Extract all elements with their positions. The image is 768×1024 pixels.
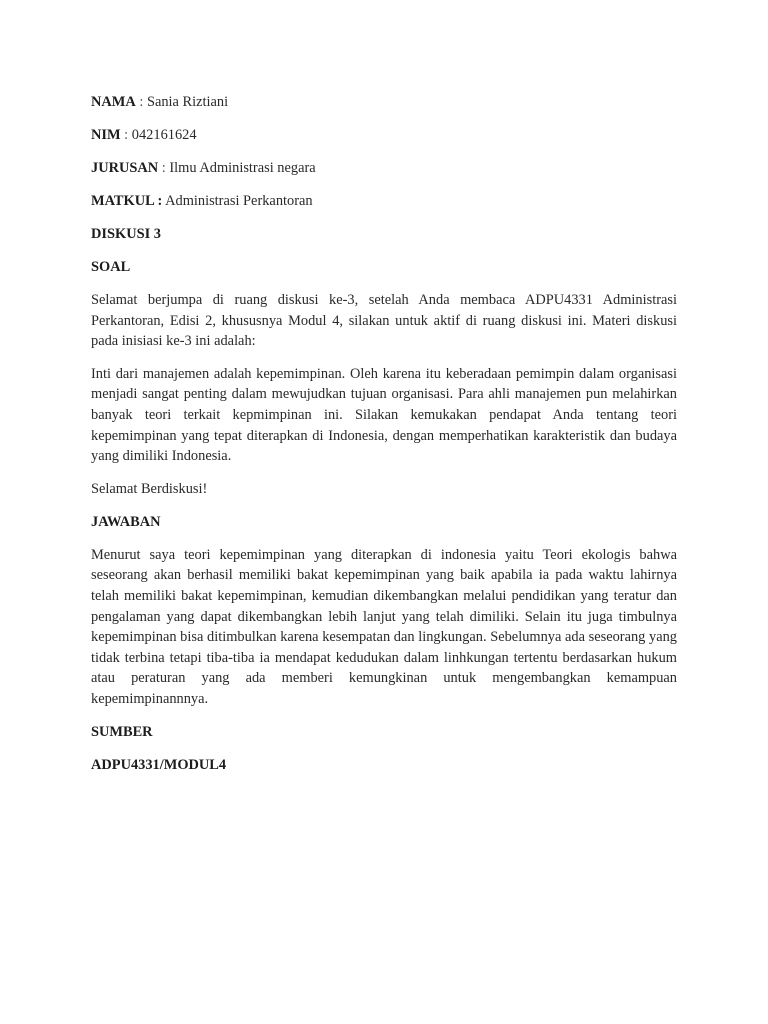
document-page [91, 92, 677, 788]
soal-paragraph-intro: Selamat berjumpa di ruang diskusi ke-3, setelah Anda membaca ADPU4331 Administrasi Perkantoran, Edisi 2, khususnya Modul 4, silakan untuk aktif di ruang diskusi ini. Materi diskusi pada inisiasi ke-3 ini adalah: [91, 292, 677, 350]
field-jurusan [91, 158, 677, 179]
field-label-jurusan: JURUSAN [91, 160, 159, 176]
field-matkul [91, 191, 677, 212]
field-value-jurusan: Ilmu Administrasi negara [169, 160, 316, 176]
jawaban-paragraph: Menurut saya teori kepemimpinan yang diterapkan di indonesia yaitu Teori ekologis bahwa seseorang akan berhasil memiliki bakat kepemimpinan yang baik apabila ia pada waktu lahirnya telah memiliki bakat kepemimpinan, kemudian dikembangkan melalui pendidikan yang teratur dan pengalaman yang dapat dikembangkan lebih lanjut yang telah dimiliki. Selain itu juga timbulnya kepemimpinan bisa ditimbulkan karena kesempatan dan lingkungan. Sebelumnya ada seseorang yang tidak terbina tetapi tiba-tiba ia mendapat kedudukan dalam linhkungan tertentu berdasarkan hukum atau peraturan yang ada memberi kemungkinan untuk mengembangkan kemampuan kepemimpinannnya. [91, 546, 677, 707]
jawaban-heading: JAWABAN [91, 513, 161, 530]
soal-heading: SOAL [91, 259, 131, 275]
closing-text: Selamat Berdiskusi! [91, 480, 208, 497]
field-value-nama: Sania Riztiani [146, 94, 229, 110]
field-nama [91, 92, 677, 113]
field-separator-jurusan: : [158, 160, 170, 176]
sumber-heading: SUMBER [91, 723, 153, 740]
field-nim [91, 125, 677, 146]
sumber-value: ADPU4331/MODUL4 [91, 756, 227, 773]
field-value-matkul: Administrasi Perkantoran [165, 193, 313, 209]
field-separator-nama: : [135, 94, 147, 110]
soal-paragraph-question: Inti dari manajemen adalah kepemimpinan. Oleh karena itu keberadaan pemimpin dalam organisasi menjadi sangat penting dalam mewujudkan tujuan organisasi. Para ahli manajemen pun melahirkan banyak teori terkait kepmimpinan ini. Silakan kemukakan pendapat Anda tentang teori kepemimpinan yang tepat diterapkan di Indonesia, dengan memperhatikan karakteristik dan budaya yang dimiliki Indonesia. [91, 365, 677, 465]
diskusi-heading: DISKUSI 3 [91, 226, 161, 242]
field-label-nim: NIM [91, 127, 121, 143]
field-label-matkul: MATKUL : [91, 193, 163, 209]
field-value-nim: 042161624 [131, 127, 197, 143]
field-label-nama: NAMA [91, 94, 136, 110]
field-separator-nim: : [120, 127, 132, 143]
